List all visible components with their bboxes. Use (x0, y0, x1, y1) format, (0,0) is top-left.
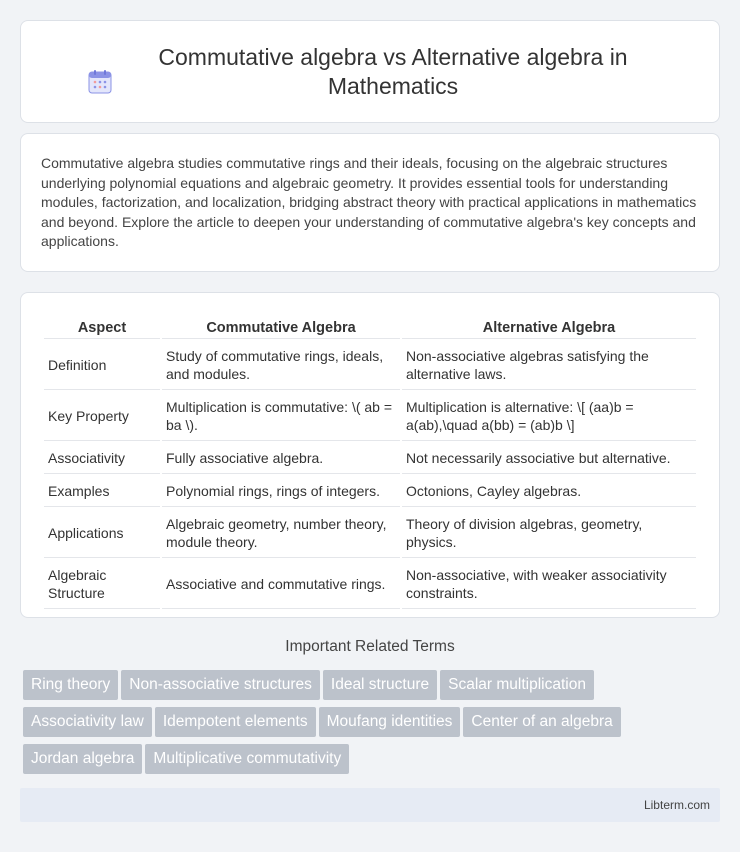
table-row (44, 341, 696, 390)
table-row (44, 443, 696, 474)
row-aspect: Associativity (44, 443, 160, 474)
related-term-tag[interactable]: Non-associative structures (121, 670, 320, 700)
comparison-table (42, 313, 698, 611)
calendar-icon (87, 69, 113, 95)
related-term-tag[interactable]: Ring theory (23, 670, 118, 700)
table-row (44, 476, 696, 507)
row-commutative: Polynomial rings, rings of integers. (162, 476, 400, 507)
header-alternative: Alternative Algebra (402, 315, 696, 339)
comparison-card (20, 292, 720, 618)
row-commutative: Study of commutative rings, ideals, and modules. (162, 341, 400, 390)
table-row (44, 509, 696, 558)
page-title: Commutative algebra vs Alternative algebra in Mathematics (158, 43, 628, 99)
row-commutative: Fully associative algebra. (162, 443, 400, 474)
intro-text: Commutative algebra studies commutative rings and their ideals, focusing on the algebraic structures underlying polynomial equations and algebraic geometry. It provides essential tools for understanding modules, factorization, and localization, bridging abstract theory with practical applications in mathematics and beyond. Explore the article to deepen your understanding of commutative algebra's key concepts and applications. (41, 155, 697, 249)
row-commutative: Associative and commutative rings. (162, 560, 400, 609)
related-term-tag[interactable]: Idempotent elements (155, 707, 316, 737)
row-aspect: Examples (44, 476, 160, 507)
header-commutative: Commutative Algebra (162, 315, 400, 339)
row-alternative: Non-associative algebras satisfying the alternative laws. (402, 341, 696, 390)
row-alternative: Non-associative, with weaker associativity constraints. (402, 560, 696, 609)
related-term-tag[interactable]: Scalar multiplication (440, 670, 594, 700)
row-alternative: Multiplication is alternative: \[ (aa)b = a(ab),\quad a(bb) = (ab)b \] (402, 392, 696, 441)
row-alternative: Not necessarily associative but alternative. (402, 443, 696, 474)
header (70, 43, 670, 101)
footer (20, 788, 720, 822)
row-aspect: Applications (44, 509, 160, 558)
row-commutative: Algebraic geometry, number theory, module theory. (162, 509, 400, 558)
related-terms-list (23, 670, 723, 781)
table-row (44, 392, 696, 441)
row-aspect: Algebraic Structure (44, 560, 160, 609)
table-header-row (44, 315, 696, 339)
table-row (44, 560, 696, 609)
related-term-tag[interactable]: Center of an algebra (463, 707, 620, 737)
related-term-tag[interactable]: Jordan algebra (23, 744, 142, 774)
row-aspect: Key Property (44, 392, 160, 441)
related-term-tag[interactable]: Ideal structure (323, 670, 437, 700)
row-alternative: Octonions, Cayley algebras. (402, 476, 696, 507)
row-aspect: Definition (44, 341, 160, 390)
related-term-tag[interactable]: Moufang identities (319, 707, 461, 737)
header-aspect: Aspect (44, 315, 160, 339)
row-alternative: Theory of division algebras, geometry, physics. (402, 509, 696, 558)
related-term-tag[interactable]: Associativity law (23, 707, 152, 737)
intro-card (20, 133, 720, 272)
row-commutative: Multiplication is commutative: \( ab = ba \). (162, 392, 400, 441)
related-terms-title: Important Related Terms (285, 638, 455, 655)
related-term-tag[interactable]: Multiplicative commutativity (145, 744, 349, 774)
header-card (20, 20, 720, 123)
footer-brand-link[interactable]: Libterm.com (643, 798, 710, 812)
